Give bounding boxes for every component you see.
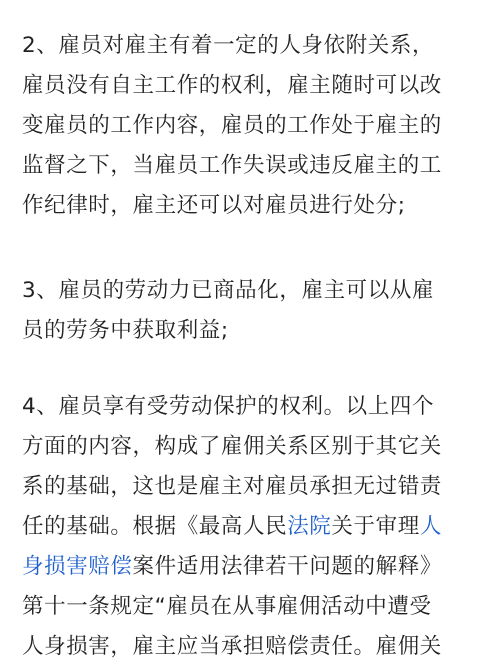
text-line: 方面的内容，构成了雇佣关系区别于其它关 [22, 434, 442, 459]
text-line: 第十一条规定“雇员在从事雇佣活动中遭受 [22, 594, 432, 619]
text-line: 监督之下，当雇员工作失误或违反雇主的工 [22, 153, 442, 178]
text-line: 系的基础，这也是雇主对雇员承担无过错责 [22, 474, 442, 499]
text-line: 雇员没有自主工作的权利，雇主随时可以改 [22, 73, 442, 98]
paragraph-labor-protection [22, 387, 482, 666]
paragraph-labor-commodified [22, 271, 482, 351]
text-line: 作纪律时，雇主还可以对雇员进行处分; [22, 193, 406, 218]
text-segment: 关于审理 [331, 514, 420, 539]
text-line: 4、雇员享有受劳动保护的权利。以上四个 [22, 394, 435, 419]
text-line: 人身损害，雇主应当承担赔偿责任。雇佣关 [22, 634, 442, 659]
text-line: 员的劳务中获取利益; [22, 318, 229, 343]
text-segment: 任的基础。根据《最高人民 [22, 514, 288, 539]
link-personal-injury-compensation[interactable]: 人 [419, 514, 442, 539]
text-line: 3、雇员的劳动力已商品化，雇主可以从雇 [22, 278, 435, 303]
text-line [22, 547, 482, 587]
link-personal-injury-compensation-cont[interactable]: 身损害赔偿 [22, 554, 133, 579]
paragraph-employee-dependence [22, 26, 482, 226]
text-line [22, 507, 482, 547]
text-segment: 案件适用法律若干问题的解释》 [132, 554, 442, 579]
link-court[interactable]: 法院 [287, 514, 332, 539]
text-line: 变雇员的工作内容，雇员的工作处于雇主的 [22, 113, 442, 138]
text-line: 2、雇员对雇主有着一定的人身依附关系， [22, 33, 435, 58]
